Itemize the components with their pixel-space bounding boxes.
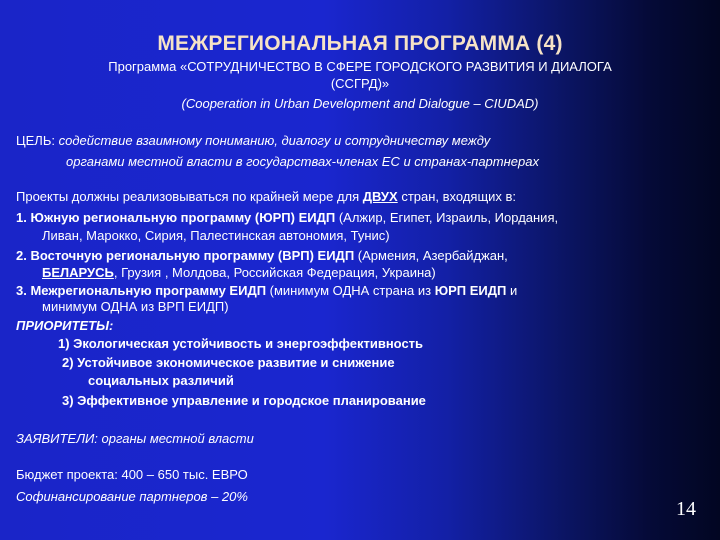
projects-intro-emph: ДВУХ [362, 189, 398, 204]
project-item-2 [16, 248, 508, 263]
project-item-3-mid: (минимум ОДНА страна из [266, 283, 435, 298]
project-item-3 [16, 283, 517, 298]
project-item-1-countries: (Алжир, Египет, Израиль, Иордания, [338, 210, 559, 225]
page-number: 14 [676, 498, 696, 520]
project-item-3-line2: минимум ОДНА из ВРП ЕИДП) [42, 299, 229, 314]
project-item-3-emph: ЮРП ЕИДП [434, 283, 507, 298]
projects-intro-pre: Проекты должны реализовываться по крайней мере для [16, 189, 363, 204]
project-item-1 [16, 210, 558, 225]
project-item-2-countries-rest: , Грузия , Молдова, Российская Федерация, Украина) [113, 265, 436, 280]
project-item-1-title: 1. Южную региональную программу (ЮРП) ЕИДП [16, 210, 339, 225]
projects-intro-post: стран, входящих в: [397, 189, 517, 204]
project-item-2-title: 2. Восточную региональную программу (ВРП) ЕИДП [16, 248, 355, 263]
cofinancing: Софинансирование партнеров – 20% [16, 489, 248, 504]
belarus-highlight: БЕЛАРУСЬ [42, 265, 114, 280]
priority-3: 3) Эффективное управление и городское планирование [62, 393, 426, 408]
goal-label: ЦЕЛЬ: [16, 133, 55, 148]
goal-text-2: органами местной власти в государствах-членах ЕС и странах-партнерах [66, 154, 539, 169]
priorities-label: ПРИОРИТЕТЫ: [16, 318, 114, 333]
project-item-1-line2: Ливан, Марокко, Сирия, Палестинская автономия, Тунис) [42, 228, 390, 243]
goal-line1 [16, 133, 490, 148]
project-item-2-countries: (Армения, Азербайджан, [354, 248, 508, 263]
projects-intro [16, 189, 516, 204]
project-item-2-line2 [42, 265, 436, 280]
priority-2-cont: социальных различий [88, 373, 234, 388]
project-item-3-title: 3. Межрегиональную программу ЕИДП [16, 283, 267, 298]
applicants: ЗАЯВИТЕЛИ: органы местной власти [16, 431, 254, 446]
budget: Бюджет проекта: 400 – 650 тыс. ЕВРО [16, 467, 248, 482]
program-english-name: (Cooperation in Urban Development and Dialogue – CIUDAD) [181, 96, 539, 111]
project-item-3-end: и [506, 283, 518, 298]
goal-text-1: содействие взаимному пониманию, диалогу и сотрудничеству между [58, 133, 491, 148]
page-title: МЕЖРЕГИОНАЛЬНАЯ ПРОГРАММА (4) [157, 32, 563, 55]
program-name-line1: Программа «СОТРУДНИЧЕСТВО В СФЕРЕ ГОРОДСКОГО РАЗВИТИЯ И ДИАЛОГА [108, 59, 612, 74]
priority-1: 1) Экологическая устойчивость и энергоэффективность [58, 336, 424, 351]
priority-2: 2) Устойчивое экономическое развитие и снижение [62, 355, 395, 370]
program-name-line2: (ССГРД)» [330, 76, 390, 91]
